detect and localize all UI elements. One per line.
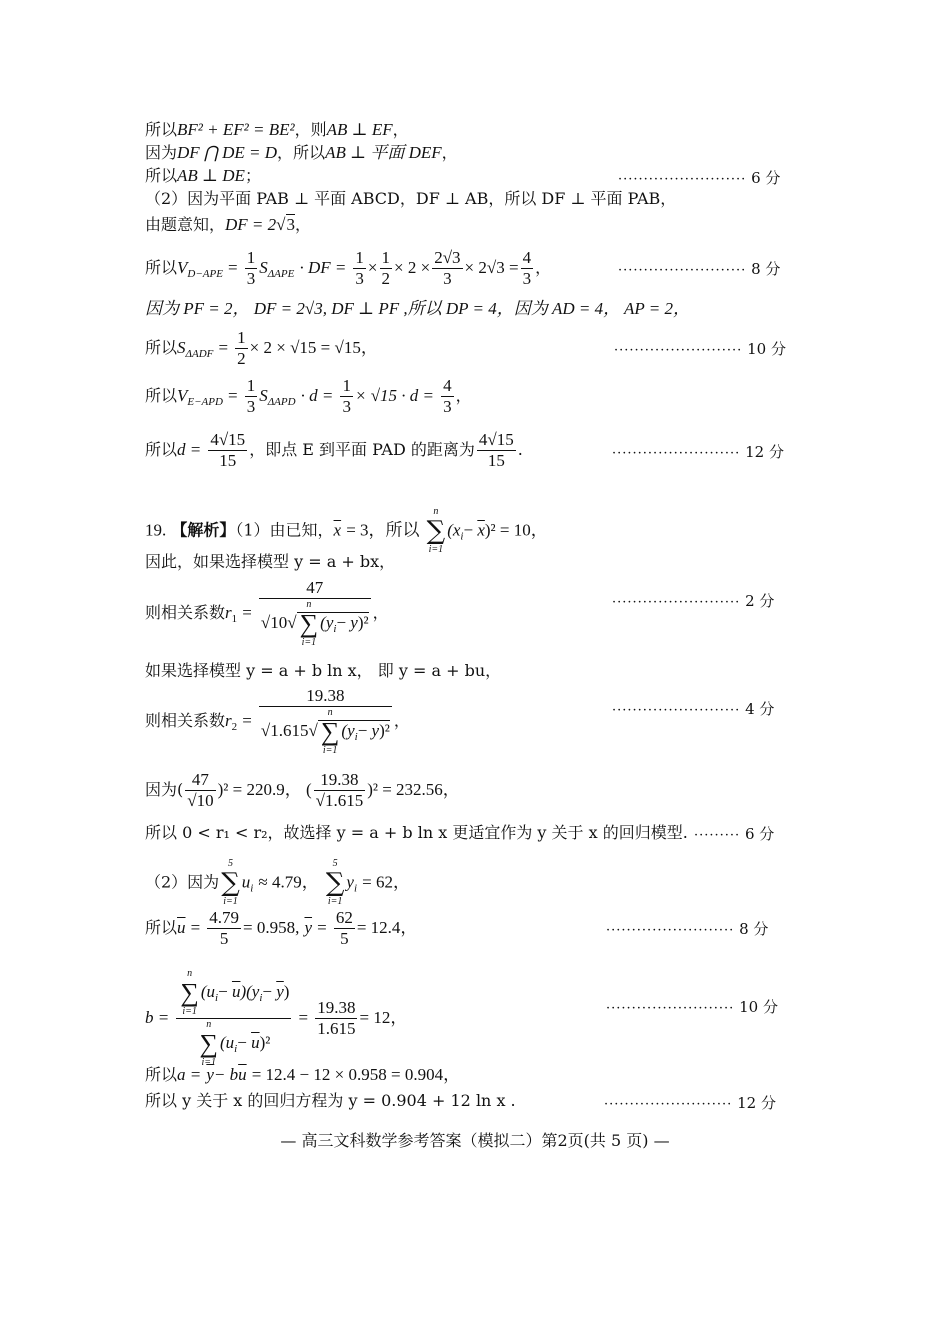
- equation: AB ⊥ 平面 DEF: [325, 143, 442, 162]
- solution-line: [145, 660, 501, 682]
- solution-line: [145, 908, 417, 949]
- correlation-symbol: r: [225, 711, 232, 730]
- text: 则相关系数: [145, 711, 226, 730]
- summation: 5 ∑ i=1: [325, 858, 345, 907]
- equation: a =: [177, 1065, 202, 1084]
- score-marker: ························· 2 分: [612, 592, 775, 610]
- equation: )² = 10，: [484, 520, 548, 540]
- subscript: D−APE: [187, 268, 223, 280]
- fraction: $\frac{47}{√10}$: [187, 770, 214, 810]
- mean-symbol: $\overline{y}$: [304, 918, 313, 937]
- equation: = 12，: [359, 1008, 408, 1027]
- equation: ≈ 4.79，: [258, 872, 319, 892]
- area-symbol: S: [259, 386, 268, 405]
- equals: =: [242, 711, 252, 730]
- section-tag: 【解析】: [171, 520, 236, 540]
- text: 所以: [145, 918, 178, 937]
- fraction: $\frac{4√15}{15}$: [210, 430, 246, 470]
- solution-line: [145, 430, 523, 471]
- fraction: $\frac{4√15}{15}$: [478, 430, 514, 470]
- text: ，则: [294, 120, 327, 139]
- equation: BF² + EF² = BE²: [177, 120, 295, 139]
- score-label: 6 分: [744, 825, 775, 843]
- text: ，: [295, 215, 312, 234]
- text: （2）因为平面 PAB ⊥ 平面 ABCD，DF ⊥ AB，所以 DF ⊥ 平面 PAB，: [145, 189, 677, 208]
- equation: = 62，: [362, 872, 410, 892]
- equation: DF = 2: [225, 215, 277, 234]
- score-label: 12 分: [745, 443, 784, 461]
- equals: =: [317, 918, 327, 937]
- solution-line: [145, 686, 410, 757]
- fraction: $\frac{19.38}{1.615}$: [317, 998, 356, 1038]
- operator: × 2√3 =: [464, 258, 519, 277]
- equation: AB ⊥ EF: [326, 120, 393, 139]
- score-marker: ························· 12 分: [604, 1094, 776, 1112]
- score-label: 8 分: [739, 920, 769, 938]
- area-symbol: S: [177, 338, 186, 357]
- subscript: ΔAPE: [267, 268, 295, 280]
- subscript: i: [250, 882, 254, 895]
- operator: × 2 ×: [394, 258, 431, 277]
- solution-line: [145, 248, 551, 289]
- fraction: $\frac{1}{3}$: [342, 376, 351, 416]
- solution-line: [145, 1064, 460, 1086]
- equation: − b: [213, 1065, 239, 1084]
- fraction: $\frac{62}{5}$: [335, 908, 353, 948]
- fraction: $\frac{1}{2}$: [237, 328, 246, 368]
- score-label: 10 分: [747, 340, 786, 358]
- equation: y: [346, 872, 354, 892]
- text: 因此，如果选择模型 y = a + bx，: [145, 552, 396, 571]
- fraction: $\frac{19.38}{√1.615}$: [315, 770, 364, 810]
- subscript: E−APD: [187, 396, 223, 408]
- equals: =: [242, 603, 252, 622]
- equals: =: [298, 1008, 309, 1027]
- equation: u: [241, 872, 251, 892]
- score-marker: ························· 6 分: [618, 169, 781, 187]
- equation: b =: [145, 1008, 170, 1027]
- solution-line: [145, 578, 389, 649]
- fraction: $\frac{1}{3}$: [246, 248, 256, 288]
- solution-line: [145, 376, 472, 417]
- score-marker: ························· 8 分: [618, 260, 781, 278]
- equation: )² = 220.9， (: [217, 780, 312, 799]
- fraction: 19.38 √1.615√ n ∑ i=1 $(y_i- \overline{y})^2$: [260, 686, 390, 756]
- text: 因为: [145, 143, 178, 162]
- summation: n ∑ i=1: [426, 506, 446, 555]
- equals: =: [218, 338, 229, 357]
- solution-line: [145, 165, 261, 187]
- text: 所以: [145, 258, 178, 277]
- solution-line: [145, 822, 688, 844]
- radicand: 3: [286, 215, 295, 234]
- fraction: $\frac{4}{3}$: [522, 248, 532, 288]
- page-footer: — 高三文科数学参考答案（模拟二）第2页(共 5 页) —: [280, 1131, 670, 1150]
- score-marker: ························· 12 分: [612, 443, 784, 461]
- equation: DF ⋂ DE = D: [177, 143, 278, 162]
- score-label: 10 分: [739, 998, 778, 1016]
- solution-line: [145, 328, 378, 369]
- equation: · d =: [300, 386, 334, 405]
- equals: =: [228, 386, 238, 405]
- equation: d =: [177, 440, 202, 459]
- text: 所以 0 < r₁ < r₂，故选择 y = a + b ln x 更适宜作为 y 关于 x 的回归模型.: [145, 823, 688, 842]
- score-marker: ························· 8 分: [606, 920, 769, 938]
- equation: = 0.958,: [243, 918, 300, 937]
- fraction: $\frac{2√3}{3}$: [434, 248, 461, 288]
- text: ，: [392, 120, 409, 139]
- area-symbol: S: [259, 258, 268, 277]
- operator: −: [463, 520, 478, 540]
- fraction: $\frac{4.79}{5}$: [209, 908, 240, 948]
- mean-symbol: $\overline{x}$: [477, 520, 485, 540]
- equation: AB ⊥ DE: [177, 166, 245, 185]
- solution-line: [145, 142, 458, 164]
- text: 所以: [145, 166, 178, 185]
- text: 所以: [145, 338, 178, 357]
- text: 所以: [145, 1065, 178, 1084]
- solution-line: [145, 968, 407, 1069]
- text: ，即点 E 到平面 PAD 的距离为: [249, 440, 475, 459]
- equation: · DF =: [299, 258, 347, 277]
- equation: = 3，所以: [346, 520, 420, 540]
- text: 所以 y 关于 x 的回归方程为 y = 0.904 + 12 ln x .: [145, 1091, 516, 1110]
- text: 如果选择模型 y = a + b ln x， 即 y = a + bu，: [145, 661, 502, 680]
- equation: × 2 × √15 = √15，: [249, 338, 378, 357]
- text: .: [517, 440, 523, 459]
- text: （2）因为: [145, 872, 220, 892]
- solution-line: [145, 770, 460, 811]
- subscript: i: [353, 882, 358, 895]
- text: 则相关系数: [145, 603, 226, 622]
- equation: × √15 · d =: [354, 386, 435, 405]
- solution-line: [145, 188, 676, 210]
- fraction: $\frac{1}{3}$: [355, 248, 364, 288]
- text: ，: [455, 386, 472, 405]
- problem-number: 19.: [145, 520, 167, 540]
- mean-symbol: $\overline{y}$: [206, 1065, 214, 1084]
- equation: = 12.4 − 12 × 0.958 = 0.904，: [251, 1065, 461, 1084]
- mean-symbol: $\overline{x}$: [333, 520, 342, 540]
- solution-line: [145, 1090, 516, 1112]
- solution-line: [145, 551, 395, 573]
- score-label: 4 分: [745, 700, 775, 718]
- text: 所以: [145, 386, 178, 405]
- solution-line: [145, 119, 409, 141]
- text: ，: [535, 258, 552, 277]
- correlation-symbol: r: [225, 603, 232, 622]
- text: ，: [441, 143, 458, 162]
- text: 因为 PF = 2， DF = 2√3, DF ⊥ PF ,所以 DP = 4，因为 AD = 4， AP = 2，: [145, 299, 690, 318]
- solution-line: [145, 858, 410, 908]
- score-marker: ········· 6 分: [694, 825, 775, 843]
- score-marker: ························· 10 分: [614, 340, 786, 358]
- equation: = 12.4，: [356, 918, 418, 937]
- fraction: $\frac{4}{3}$: [443, 376, 452, 416]
- summation: 5 ∑ i=1: [221, 858, 240, 907]
- text: 因为(: [145, 780, 184, 799]
- text: ，: [372, 603, 389, 622]
- text: 由题意知，: [145, 215, 226, 234]
- solution-line: [145, 506, 548, 556]
- score-label: 12 分: [737, 1094, 776, 1112]
- fraction: n ∑ i=1 $(u_i- \overline{u})(y_i- \overline{y})$ n ∑ i=1 $(u_i- \overline{u})^2$: [176, 968, 291, 1069]
- equation: (x: [447, 520, 461, 540]
- subscript: 2: [231, 721, 238, 733]
- text: （1）由已知，: [235, 520, 334, 540]
- equation: )² = 232.56，: [367, 780, 460, 799]
- text: ，: [393, 711, 410, 730]
- subscript: 1: [231, 613, 238, 625]
- text: ；: [244, 166, 261, 185]
- text: 所以: [145, 440, 178, 459]
- subscript: i: [460, 530, 464, 543]
- fraction: 47 √10√ n ∑ i=1 $(y_i- \overline{y})^2$: [260, 578, 369, 648]
- equals: =: [190, 918, 201, 937]
- volume-symbol: V: [177, 258, 188, 277]
- mean-symbol: $\overline{u}$: [177, 918, 186, 937]
- score-label: 6 分: [751, 169, 781, 187]
- text: ，所以: [277, 143, 326, 162]
- score-label: 2 分: [745, 592, 775, 610]
- mean-symbol: $\overline{u}$: [238, 1065, 247, 1084]
- score-marker: ························· 4 分: [612, 700, 775, 718]
- solution-line: 由题意知，DF = 2√3，: [145, 215, 312, 234]
- fraction: $\frac{1}{3}$: [246, 376, 256, 416]
- text: 所以: [145, 120, 178, 139]
- score-label: 8 分: [751, 260, 781, 278]
- fraction: $\frac{1}{2}$: [381, 248, 391, 288]
- subscript: ΔAPD: [267, 396, 296, 408]
- score-marker: ························· 10 分: [606, 998, 778, 1016]
- equals: =: [228, 258, 238, 277]
- operator: ×: [367, 258, 378, 277]
- solution-line: [145, 298, 690, 320]
- volume-symbol: V: [177, 386, 188, 405]
- subscript: ΔADF: [185, 348, 214, 360]
